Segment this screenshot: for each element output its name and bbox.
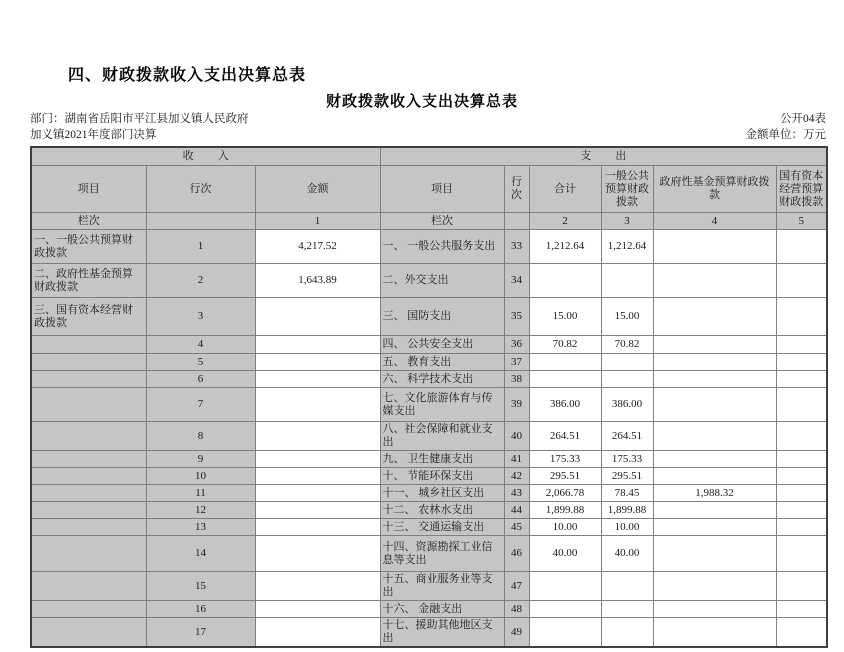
expense-total-cell — [529, 572, 601, 601]
income-index-col1: 1 — [255, 213, 380, 230]
expense-state-capital-header: 国有资本经营预算财政拨款 — [776, 166, 827, 213]
expense-general-budget-cell: 264.51 — [601, 422, 653, 451]
expense-state-capital-cell — [776, 618, 827, 648]
expense-gov-fund-cell — [653, 298, 776, 336]
expense-total-cell: 1,899.88 — [529, 502, 601, 519]
expense-item-cell: 二、外交支出 — [380, 264, 504, 298]
income-amount-cell — [255, 451, 380, 468]
income-rowno-cell: 13 — [146, 519, 255, 536]
expense-rowno-cell: 34 — [504, 264, 529, 298]
table-row — [31, 451, 827, 468]
expense-gov-fund-cell: 1,988.32 — [653, 485, 776, 502]
table-row — [31, 519, 827, 536]
expense-rowno-cell: 38 — [504, 371, 529, 388]
expense-rowno-cell: 44 — [504, 502, 529, 519]
expense-gov-fund-cell — [653, 264, 776, 298]
expense-rowno-cell: 37 — [504, 354, 529, 371]
table-row — [31, 468, 827, 485]
expense-index-col2: 2 — [529, 213, 601, 230]
income-item-cell — [31, 618, 146, 648]
income-item-cell — [31, 572, 146, 601]
table-row — [31, 536, 827, 572]
meta-row-1 — [30, 112, 826, 126]
expense-item-cell: 三、 国防支出 — [380, 298, 504, 336]
income-amount-cell: 1,643.89 — [255, 264, 380, 298]
income-item-cell — [31, 371, 146, 388]
expense-total-cell — [529, 371, 601, 388]
expense-general-budget-cell: 1,899.88 — [601, 502, 653, 519]
expense-item-cell: 四、 公共安全支出 — [380, 336, 504, 354]
expense-general-budget-cell: 10.00 — [601, 519, 653, 536]
income-item-cell — [31, 536, 146, 572]
expense-gov-fund-cell — [653, 336, 776, 354]
expense-total-cell: 264.51 — [529, 422, 601, 451]
expense-gov-fund-cell — [653, 618, 776, 648]
income-banner: 收入 — [31, 147, 380, 166]
expense-state-capital-cell — [776, 601, 827, 618]
expense-item-cell: 十三、 交通运输支出 — [380, 519, 504, 536]
expense-total-cell: 1,212.64 — [529, 230, 601, 264]
income-item-cell — [31, 354, 146, 371]
income-rowno-cell: 12 — [146, 502, 255, 519]
expense-banner: 支出 — [380, 147, 827, 166]
expense-state-capital-cell — [776, 230, 827, 264]
expense-state-capital-cell — [776, 298, 827, 336]
expense-index-blank — [504, 213, 529, 230]
expense-index-label: 栏次 — [380, 213, 504, 230]
expense-state-capital-cell — [776, 264, 827, 298]
expense-gov-fund-cell — [653, 536, 776, 572]
table-row — [31, 336, 827, 354]
expense-state-capital-cell — [776, 572, 827, 601]
table-row — [31, 601, 827, 618]
expense-gov-fund-cell — [653, 468, 776, 485]
expense-rowno-cell: 49 — [504, 618, 529, 648]
expense-state-capital-cell — [776, 336, 827, 354]
expense-rowno-cell: 39 — [504, 388, 529, 422]
expense-gov-fund-cell — [653, 572, 776, 601]
expense-state-capital-cell — [776, 451, 827, 468]
income-item-cell — [31, 468, 146, 485]
header-row — [31, 166, 827, 213]
expense-item-cell: 十、 节能环保支出 — [380, 468, 504, 485]
expense-state-capital-cell — [776, 468, 827, 485]
expense-state-capital-cell — [776, 536, 827, 572]
expense-general-budget-cell: 386.00 — [601, 388, 653, 422]
table-row — [31, 388, 827, 422]
expense-item-cell: 五、 教育支出 — [380, 354, 504, 371]
expense-rowno-cell: 45 — [504, 519, 529, 536]
expense-rowno-cell: 47 — [504, 572, 529, 601]
expense-general-budget-cell — [601, 618, 653, 648]
expense-item-header: 项目 — [380, 166, 504, 213]
income-amount-cell — [255, 485, 380, 502]
expense-general-budget-cell: 295.51 — [601, 468, 653, 485]
expense-total-cell: 175.33 — [529, 451, 601, 468]
income-amount-cell — [255, 468, 380, 485]
section-title: 四、财政拨款收入支出决算总表 — [68, 67, 307, 84]
expense-item-cell: 七、文化旅游体育与传媒支出 — [380, 388, 504, 422]
expense-rowno-cell: 41 — [504, 451, 529, 468]
income-item-cell — [31, 519, 146, 536]
income-rowno-cell: 3 — [146, 298, 255, 336]
income-rowno-cell: 15 — [146, 572, 255, 601]
expense-gov-fund-cell — [653, 230, 776, 264]
table-row — [31, 298, 827, 336]
expense-gov-fund-cell — [653, 422, 776, 451]
table-row — [31, 618, 827, 648]
expense-gov-fund-cell — [653, 601, 776, 618]
expense-gov-fund-cell — [653, 354, 776, 371]
income-rowno-cell: 9 — [146, 451, 255, 468]
expense-general-budget-cell: 15.00 — [601, 298, 653, 336]
department-label: 部门：湖南省岳阳市平江县加义镇人民政府 — [30, 113, 249, 125]
income-rowno-cell: 17 — [146, 618, 255, 648]
expense-rowno-header: 行次 — [504, 166, 529, 213]
expense-total-cell: 70.82 — [529, 336, 601, 354]
sheet-number: 公开04表 — [780, 113, 826, 125]
expense-rowno-cell: 33 — [504, 230, 529, 264]
expense-item-cell: 六、 科学技术支出 — [380, 371, 504, 388]
expense-state-capital-cell — [776, 371, 827, 388]
expense-state-capital-cell — [776, 519, 827, 536]
expense-general-budget-cell — [601, 371, 653, 388]
expense-item-cell: 八、社会保障和就业支出 — [380, 422, 504, 451]
scope-label: 加义镇2021年度部门决算 — [30, 129, 157, 141]
table-row — [31, 230, 827, 264]
expense-total-cell — [529, 264, 601, 298]
income-item-cell — [31, 451, 146, 468]
expense-total-cell — [529, 354, 601, 371]
expense-total-cell: 2,066.78 — [529, 485, 601, 502]
income-index-label: 栏次 — [31, 213, 146, 230]
table-row — [31, 354, 827, 371]
income-item-cell — [31, 336, 146, 354]
expense-index-col3: 3 — [601, 213, 653, 230]
expense-index-col4: 4 — [653, 213, 776, 230]
income-item-cell: 二、政府性基金预算财政拨款 — [31, 264, 146, 298]
expense-gov-fund-header: 政府性基金预算财政拨款 — [653, 166, 776, 213]
income-rowno-cell: 6 — [146, 371, 255, 388]
expense-index-col5: 5 — [776, 213, 827, 230]
expense-general-budget-header: 一般公共预算财政拨款 — [601, 166, 653, 213]
expense-item-cell: 十四、资源勘探工业信息等支出 — [380, 536, 504, 572]
income-rowno-cell: 11 — [146, 485, 255, 502]
expense-total-cell: 10.00 — [529, 519, 601, 536]
unit-label: 金额单位：万元 — [745, 129, 826, 141]
expense-general-budget-cell: 1,212.64 — [601, 230, 653, 264]
income-item-cell — [31, 388, 146, 422]
income-rowno-cell: 2 — [146, 264, 255, 298]
expense-item-cell: 十一、 城乡社区支出 — [380, 485, 504, 502]
income-item-cell: 三、国有资本经营财政拨款 — [31, 298, 146, 336]
expense-gov-fund-cell — [653, 371, 776, 388]
table-row — [31, 264, 827, 298]
expense-total-cell: 15.00 — [529, 298, 601, 336]
expense-gov-fund-cell — [653, 519, 776, 536]
expense-gov-fund-cell — [653, 388, 776, 422]
table-row — [31, 572, 827, 601]
income-amount-cell — [255, 601, 380, 618]
income-rowno-cell: 14 — [146, 536, 255, 572]
expense-rowno-cell: 40 — [504, 422, 529, 451]
expense-general-budget-cell: 175.33 — [601, 451, 653, 468]
expense-item-cell: 九、 卫生健康支出 — [380, 451, 504, 468]
income-item-cell — [31, 485, 146, 502]
expense-total-cell — [529, 601, 601, 618]
expense-state-capital-cell — [776, 502, 827, 519]
expense-total-cell: 295.51 — [529, 468, 601, 485]
expense-rowno-cell: 43 — [504, 485, 529, 502]
income-item-cell — [31, 502, 146, 519]
income-amount-cell — [255, 371, 380, 388]
income-rowno-cell: 7 — [146, 388, 255, 422]
expense-state-capital-cell — [776, 485, 827, 502]
income-amount-header: 金额 — [255, 166, 380, 213]
income-rowno-cell: 8 — [146, 422, 255, 451]
fiscal-allocation-table — [30, 146, 828, 648]
expense-total-header: 合计 — [529, 166, 601, 213]
expense-rowno-cell: 36 — [504, 336, 529, 354]
table-title: 财政拨款收入支出决算总表 — [325, 93, 518, 110]
expense-rowno-cell: 48 — [504, 601, 529, 618]
income-amount-cell — [255, 354, 380, 371]
income-rowno-cell: 10 — [146, 468, 255, 485]
expense-state-capital-cell — [776, 388, 827, 422]
table-row — [31, 485, 827, 502]
expense-state-capital-cell — [776, 354, 827, 371]
expense-general-budget-cell — [601, 354, 653, 371]
income-amount-cell — [255, 298, 380, 336]
expense-general-budget-cell: 78.45 — [601, 485, 653, 502]
income-item-header: 项目 — [31, 166, 146, 213]
income-item-cell: 一、一般公共预算财政拨款 — [31, 230, 146, 264]
expense-rowno-cell: 42 — [504, 468, 529, 485]
banner-row — [31, 147, 827, 166]
expense-item-cell: 十七、援助其他地区支出 — [380, 618, 504, 648]
income-amount-cell — [255, 422, 380, 451]
income-rowno-cell: 1 — [146, 230, 255, 264]
income-item-cell — [31, 422, 146, 451]
income-amount-cell — [255, 502, 380, 519]
expense-item-cell: 十六、 金融支出 — [380, 601, 504, 618]
table-body — [31, 230, 827, 648]
expense-gov-fund-cell — [653, 502, 776, 519]
expense-gov-fund-cell — [653, 451, 776, 468]
income-amount-cell — [255, 618, 380, 648]
income-index-blank — [146, 213, 255, 230]
expense-general-budget-cell — [601, 264, 653, 298]
income-amount-cell — [255, 519, 380, 536]
income-rowno-header: 行次 — [146, 166, 255, 213]
income-amount-cell — [255, 336, 380, 354]
expense-item-cell: 十二、 农林水支出 — [380, 502, 504, 519]
expense-general-budget-cell — [601, 601, 653, 618]
income-amount-cell — [255, 572, 380, 601]
expense-total-cell: 386.00 — [529, 388, 601, 422]
column-index-row — [31, 213, 827, 230]
expense-state-capital-cell — [776, 422, 827, 451]
income-amount-cell: 4,217.52 — [255, 230, 380, 264]
income-amount-cell — [255, 388, 380, 422]
income-rowno-cell: 16 — [146, 601, 255, 618]
table-row — [31, 422, 827, 451]
expense-total-cell: 40.00 — [529, 536, 601, 572]
income-amount-cell — [255, 536, 380, 572]
expense-general-budget-cell: 70.82 — [601, 336, 653, 354]
income-rowno-cell: 4 — [146, 336, 255, 354]
expense-total-cell — [529, 618, 601, 648]
income-rowno-cell: 5 — [146, 354, 255, 371]
expense-item-cell: 十五、商业服务业等支出 — [380, 572, 504, 601]
expense-item-cell: 一、 一般公共服务支出 — [380, 230, 504, 264]
expense-general-budget-cell — [601, 572, 653, 601]
expense-general-budget-cell: 40.00 — [601, 536, 653, 572]
expense-rowno-cell: 35 — [504, 298, 529, 336]
meta-row-2 — [30, 128, 826, 142]
table-row — [31, 502, 827, 519]
income-item-cell — [31, 601, 146, 618]
expense-rowno-cell: 46 — [504, 536, 529, 572]
table-row — [31, 371, 827, 388]
